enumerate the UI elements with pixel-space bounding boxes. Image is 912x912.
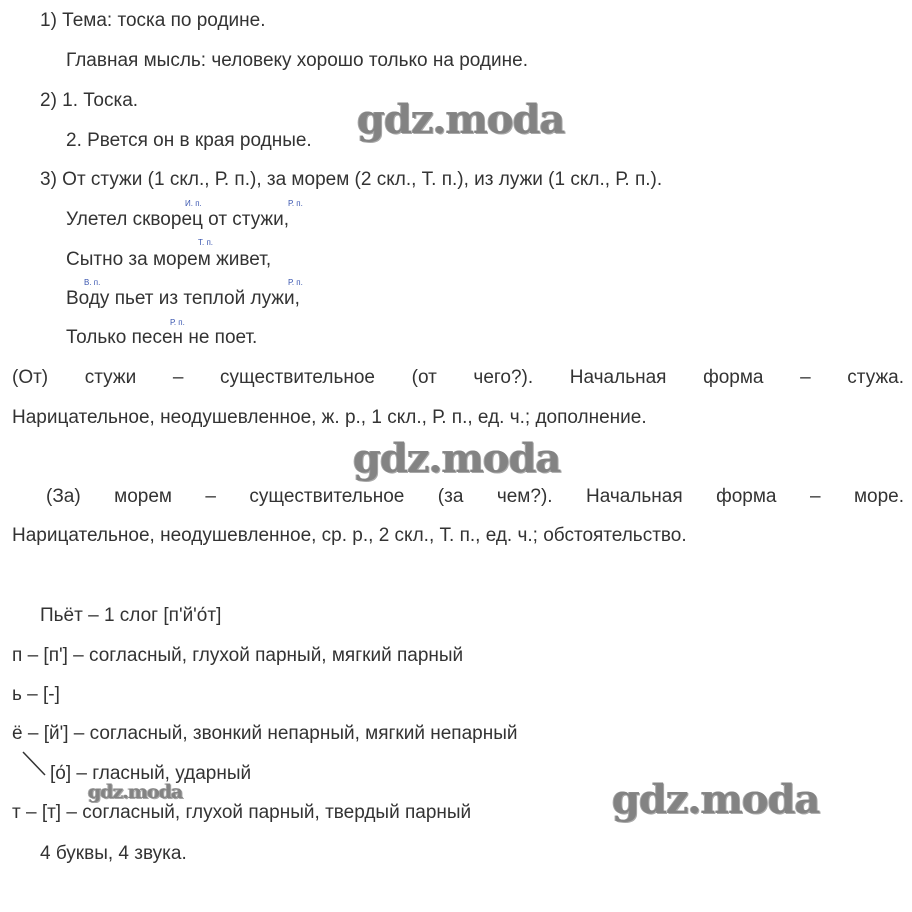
case-label: Т. п. bbox=[198, 238, 213, 247]
watermark-logo: gdz.moda bbox=[357, 96, 565, 143]
phonetic-yo: ё – [й'] – согласный, звонкий непарный, мягкий непарный bbox=[12, 723, 518, 744]
analysis-1-line-1: (От) стужи – существительное (от чего?). Начальная форма – стужа. bbox=[12, 367, 904, 388]
phonetic-o: [о́] – гласный, ударный bbox=[50, 763, 252, 784]
main-idea-line: Главная мысль: человеку хорошо только на родине. bbox=[66, 50, 528, 71]
analysis-2-line-2: Нарицательное, неодушевленное, ср. р., 2 скл., Т. п., ед. ч.; обстоятельство. bbox=[12, 525, 687, 546]
case-label: Р. п. bbox=[288, 199, 303, 208]
poem-line-4: Только песен не поет. bbox=[66, 327, 258, 348]
case-label: Р. п. bbox=[170, 318, 185, 327]
nouns-line: 3) От стужи (1 скл., Р. п.), за морем (2 скл., Т. п.), из лужи (1 скл., Р. п.). bbox=[40, 169, 663, 190]
phonetic-soft-sign: ь – [-] bbox=[12, 684, 60, 705]
watermark-logo: gdz.moda bbox=[353, 435, 561, 482]
plan-item-1: 2) 1. Тоска. bbox=[40, 90, 139, 111]
case-label: И. п. bbox=[185, 199, 202, 208]
poem-line-3: Воду пьет из теплой лужи, bbox=[66, 288, 300, 309]
summary-line: 4 буквы, 4 звука. bbox=[40, 843, 187, 864]
case-label: Р. п. bbox=[288, 278, 303, 287]
watermark-logo: gdz.moda bbox=[88, 781, 183, 803]
watermark-logo: gdz.moda bbox=[612, 776, 820, 823]
phonetic-header: Пьёт – 1 слог [п'й'о́т] bbox=[40, 605, 222, 626]
poem-line-1: Улетел скворец от стужи, bbox=[66, 209, 290, 230]
analysis-2-line-1: (За) морем – существительное (за чем?). Начальная форма – море. bbox=[46, 486, 904, 507]
phonetic-p: п – [п'] – согласный, глухой парный, мягкий парный bbox=[12, 645, 464, 666]
theme-line: 1) Тема: тоска по родине. bbox=[40, 10, 266, 31]
analysis-1-line-2: Нарицательное, неодушевленное, ж. р., 1 скл., Р. п., ед. ч.; дополнение. bbox=[12, 407, 647, 428]
poem-line-2: Сытно за морем живет, bbox=[66, 249, 272, 270]
plan-item-2: 2. Рвется он в края родные. bbox=[66, 130, 312, 151]
phonetic-t: т – [т] – согласный, глухой парный, твердый парный bbox=[12, 802, 472, 823]
case-label: В. п. bbox=[84, 278, 101, 287]
